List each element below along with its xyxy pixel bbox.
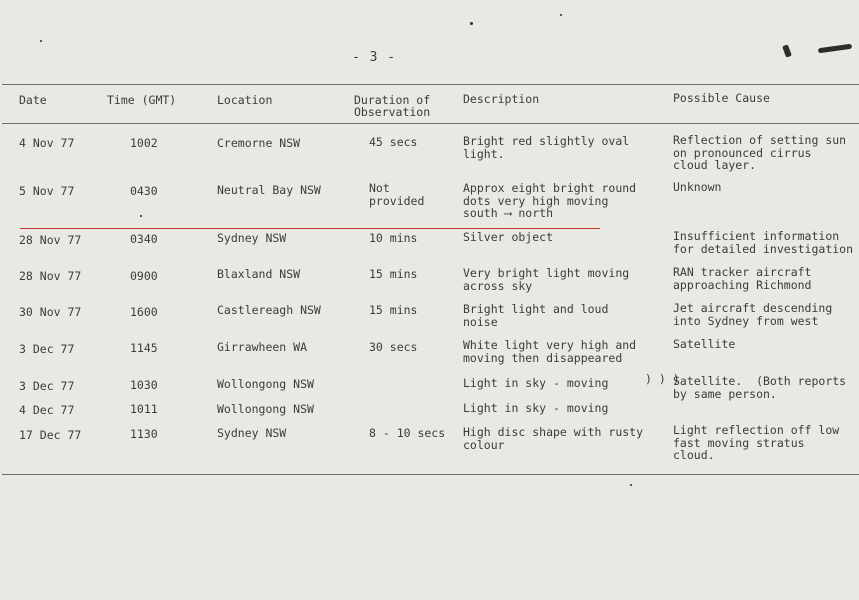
table-row-description: Bright red slightly oval light. bbox=[463, 134, 630, 161]
header-time: Time (GMT) bbox=[107, 93, 177, 107]
table-row-cause: Satellite bbox=[673, 337, 736, 351]
table-row-location: Wollongong NSW bbox=[217, 402, 314, 416]
table-row-location: Girrawheen WA bbox=[217, 340, 308, 354]
table-row-time: 1145 bbox=[130, 341, 158, 355]
table-row-description: Very bright light moving across sky bbox=[463, 266, 630, 293]
scan-mark bbox=[818, 44, 852, 54]
page-number: - 3 - bbox=[352, 50, 397, 65]
header-bottom-rule bbox=[2, 123, 859, 124]
header-top-rule bbox=[2, 84, 859, 85]
table-row-date: 4 Nov 77 bbox=[19, 136, 75, 150]
table-row-date: 28 Nov 77 bbox=[19, 269, 82, 283]
scan-mark bbox=[470, 22, 473, 25]
table-row-duration: 10 mins bbox=[369, 231, 418, 245]
table-row-cause: Satellite. (Both reports by same person. bbox=[673, 374, 847, 401]
table-row-duration: 15 mins bbox=[369, 267, 418, 281]
grouping-brace: ) ) ) bbox=[645, 372, 680, 386]
table-row-location: Sydney NSW bbox=[217, 426, 287, 440]
table-row-location: Cremorne NSW bbox=[217, 136, 301, 150]
table-row-description: Approx eight bright round dots very high moving south ⟶ north bbox=[463, 181, 637, 220]
table-row-duration: 30 secs bbox=[369, 340, 418, 354]
table-row-time: 1030 bbox=[130, 378, 158, 392]
table-row-location: Wollongong NSW bbox=[217, 377, 314, 391]
table-row-date: 3 Dec 77 bbox=[19, 342, 75, 356]
table-row-cause: Unknown bbox=[673, 180, 722, 194]
header-description: Description bbox=[463, 92, 540, 106]
header-location: Location bbox=[217, 93, 273, 107]
table-row-location: Sydney NSW bbox=[217, 231, 287, 245]
table-row-date: 17 Dec 77 bbox=[19, 428, 82, 442]
table-row-date: 5 Nov 77 bbox=[19, 184, 75, 198]
table-row-duration: Not provided bbox=[369, 181, 425, 208]
table-row-time: 0430 bbox=[130, 184, 158, 198]
table-row-time: 1130 bbox=[130, 427, 158, 441]
table-row-cause: RAN tracker aircraft approaching Richmond bbox=[673, 265, 812, 292]
table-row-time: 1600 bbox=[130, 305, 158, 319]
scan-mark bbox=[560, 14, 562, 16]
table-row-duration: 15 mins bbox=[369, 303, 418, 317]
scan-mark bbox=[630, 484, 632, 486]
table-row-location: Neutral Bay NSW bbox=[217, 183, 321, 197]
table-row-date: 4 Dec 77 bbox=[19, 403, 75, 417]
table-row-time: 0900 bbox=[130, 269, 158, 283]
table-bottom-rule bbox=[2, 474, 859, 475]
table-row-time: 1011 bbox=[130, 402, 158, 416]
table-row-cause: Light reflection off low fast moving stratus cloud. bbox=[673, 423, 840, 462]
table-row-duration: 8 - 10 secs bbox=[369, 426, 446, 440]
table-row-description: White light very high and moving then disappeared bbox=[463, 338, 637, 365]
table-row-location: Castlereagh NSW bbox=[217, 303, 321, 317]
red-underline-mark bbox=[20, 228, 600, 229]
table-row-cause: Insufficient information for detailed investigation bbox=[673, 229, 854, 256]
table-row-location: Blaxland NSW bbox=[217, 267, 301, 281]
table-row-description: High disc shape with rusty colour bbox=[463, 425, 644, 452]
table-row-description: Light in sky - moving bbox=[463, 376, 609, 390]
table-row-date: 30 Nov 77 bbox=[19, 305, 82, 319]
table-row-duration: 45 secs bbox=[369, 135, 418, 149]
header-duration: Duration of Observation bbox=[354, 93, 431, 119]
table-row-date: 3 Dec 77 bbox=[19, 379, 75, 393]
table-row-description: Light in sky - moving bbox=[463, 401, 609, 415]
table-row-description: Bright light and loud noise bbox=[463, 302, 609, 329]
table-row-cause: Jet aircraft descending into Sydney from west bbox=[673, 301, 833, 328]
table-row-description: Silver object bbox=[463, 230, 554, 244]
table-row-time: 1002 bbox=[130, 136, 158, 150]
table-row-date: 28 Nov 77 bbox=[19, 233, 82, 247]
scan-mark bbox=[40, 40, 42, 42]
scan-mark bbox=[782, 44, 792, 57]
table-row-cause: Reflection of setting sun on pronounced cirrus cloud layer. bbox=[673, 133, 847, 172]
scan-mark bbox=[140, 215, 142, 217]
table-row-time: 0340 bbox=[130, 232, 158, 246]
header-cause: Possible Cause bbox=[673, 91, 770, 105]
header-date: Date bbox=[19, 93, 47, 107]
